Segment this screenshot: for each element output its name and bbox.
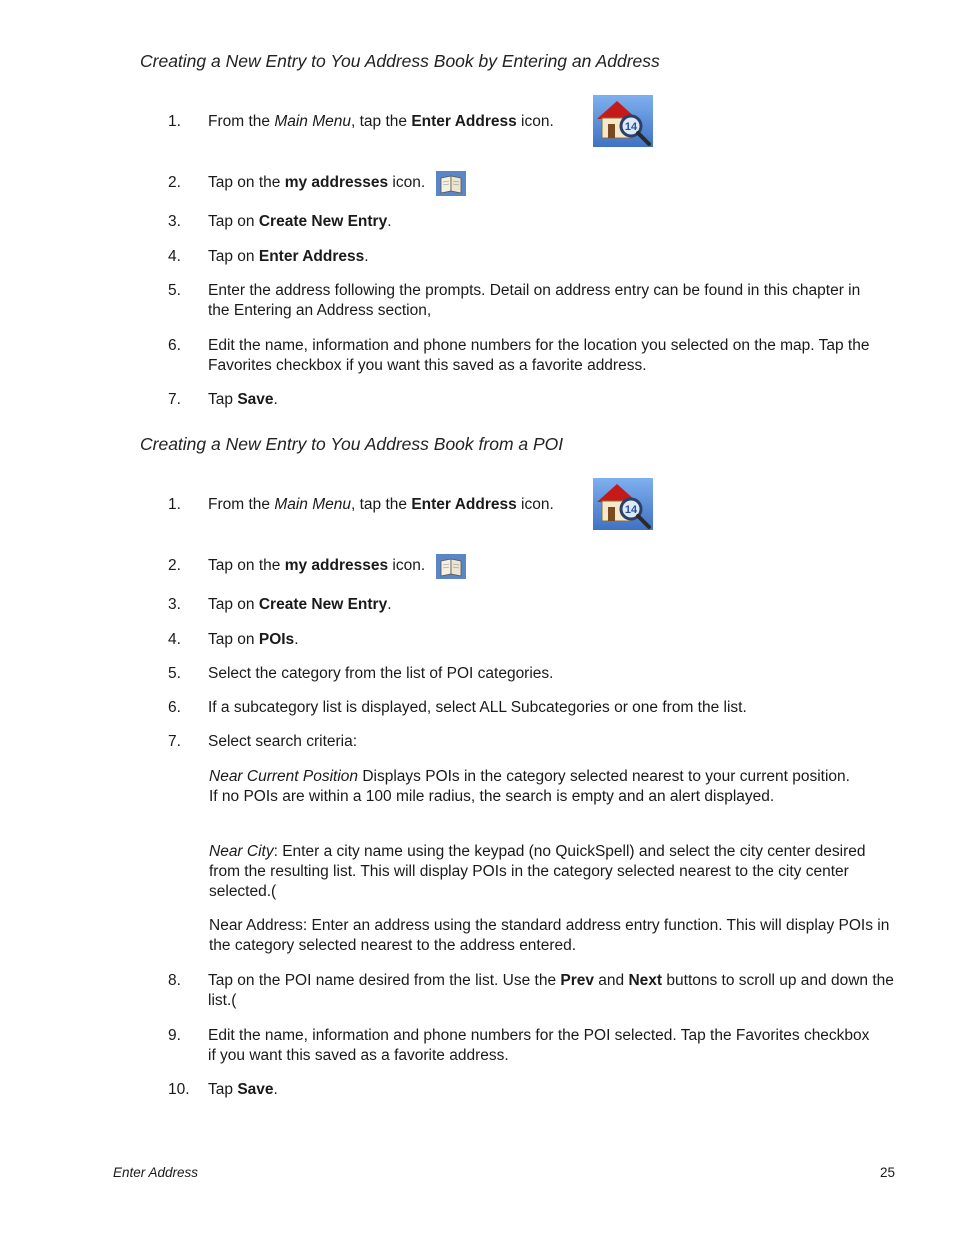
criteria-near-current-position: Near Current Position Displays POIs in the category selected nearest to your current position. If no POIs are within a 100 mile radius, the search is empty and an alert displayed.	[209, 768, 850, 805]
step-number: 9.	[168, 1027, 181, 1044]
step-number: 2.	[168, 557, 181, 574]
icon-badge-text: 14	[624, 121, 638, 133]
step-text: Tap Save.	[208, 1081, 278, 1098]
step-number: 5.	[168, 665, 181, 682]
step-text: If a subcategory list is displayed, select ALL Subcategories or one from the list.	[208, 699, 747, 716]
step-text: Tap on the my addresses icon.	[208, 174, 426, 191]
step-number: 2.	[168, 174, 181, 191]
step-text: Tap on Create New Entry.	[208, 596, 392, 613]
step-text: Tap on the POI name desired from the list. Use the Prev and Next buttons to scroll up and down the list.(	[208, 972, 894, 1009]
section-heading-poi: Creating a New Entry to You Address Book from a POI	[140, 434, 564, 454]
step-number: 7.	[168, 733, 181, 750]
step-text: Tap Save.	[208, 391, 278, 408]
step-number: 1.	[168, 113, 181, 130]
my-addresses-icon	[436, 554, 466, 585]
step-number: 6.	[168, 699, 181, 716]
step-number: 6.	[168, 337, 181, 354]
step-text: Edit the name, information and phone numbers for the location you selected on the map. Tap the Favorites checkbox if you want this saved as a favorite address.	[208, 337, 870, 374]
page-number: 25	[880, 1165, 896, 1180]
step-number: 4.	[168, 248, 181, 265]
step-text: Edit the name, information and phone numbers for the POI selected. Tap the Favorites checkbox if you want this saved as a favorite address.	[208, 1027, 870, 1064]
step-text: From the Main Menu, tap the Enter Address icon.	[208, 496, 554, 513]
step-number: 10.	[168, 1081, 190, 1098]
enter-address-icon	[593, 478, 653, 536]
step-number: 5.	[168, 282, 181, 299]
step-text: Select search criteria:	[208, 733, 358, 750]
step-number: 8.	[168, 972, 181, 989]
my-addresses-icon	[436, 171, 466, 202]
criteria-near-address: Near Address: Enter an address using the standard address entry function. This will display POIs in the category selected nearest to the address entered.	[209, 917, 890, 954]
enter-address-icon	[593, 95, 653, 153]
section-heading-enter-address: Creating a New Entry to You Address Book by Entering an Address	[140, 51, 660, 71]
step-text: Enter the address following the prompts. Detail on address entry can be found in this chapter in the Entering an Address section,	[208, 282, 861, 319]
step-number: 7.	[168, 391, 181, 408]
step-number: 4.	[168, 631, 181, 648]
step-number: 3.	[168, 213, 181, 230]
criteria-near-city: Near City: Enter a city name using the keypad (no QuickSpell) and select the city center desired from the resulting list. This will display POIs in the category selected nearest to the city center selected.(	[209, 843, 866, 900]
step-text: From the Main Menu, tap the Enter Address icon.	[208, 113, 554, 130]
step-number: 3.	[168, 596, 181, 613]
step-text: Select the category from the list of POI categories.	[208, 665, 554, 682]
step-text: Tap on Enter Address.	[208, 248, 369, 265]
footer-section-title: Enter Address	[113, 1165, 199, 1180]
step-text: Tap on Create New Entry.	[208, 213, 392, 230]
step-text: Tap on the my addresses icon.	[208, 557, 426, 574]
icon-badge-text: 14	[624, 504, 638, 516]
step-number: 1.	[168, 496, 181, 513]
step-text: Tap on POIs.	[208, 631, 299, 648]
